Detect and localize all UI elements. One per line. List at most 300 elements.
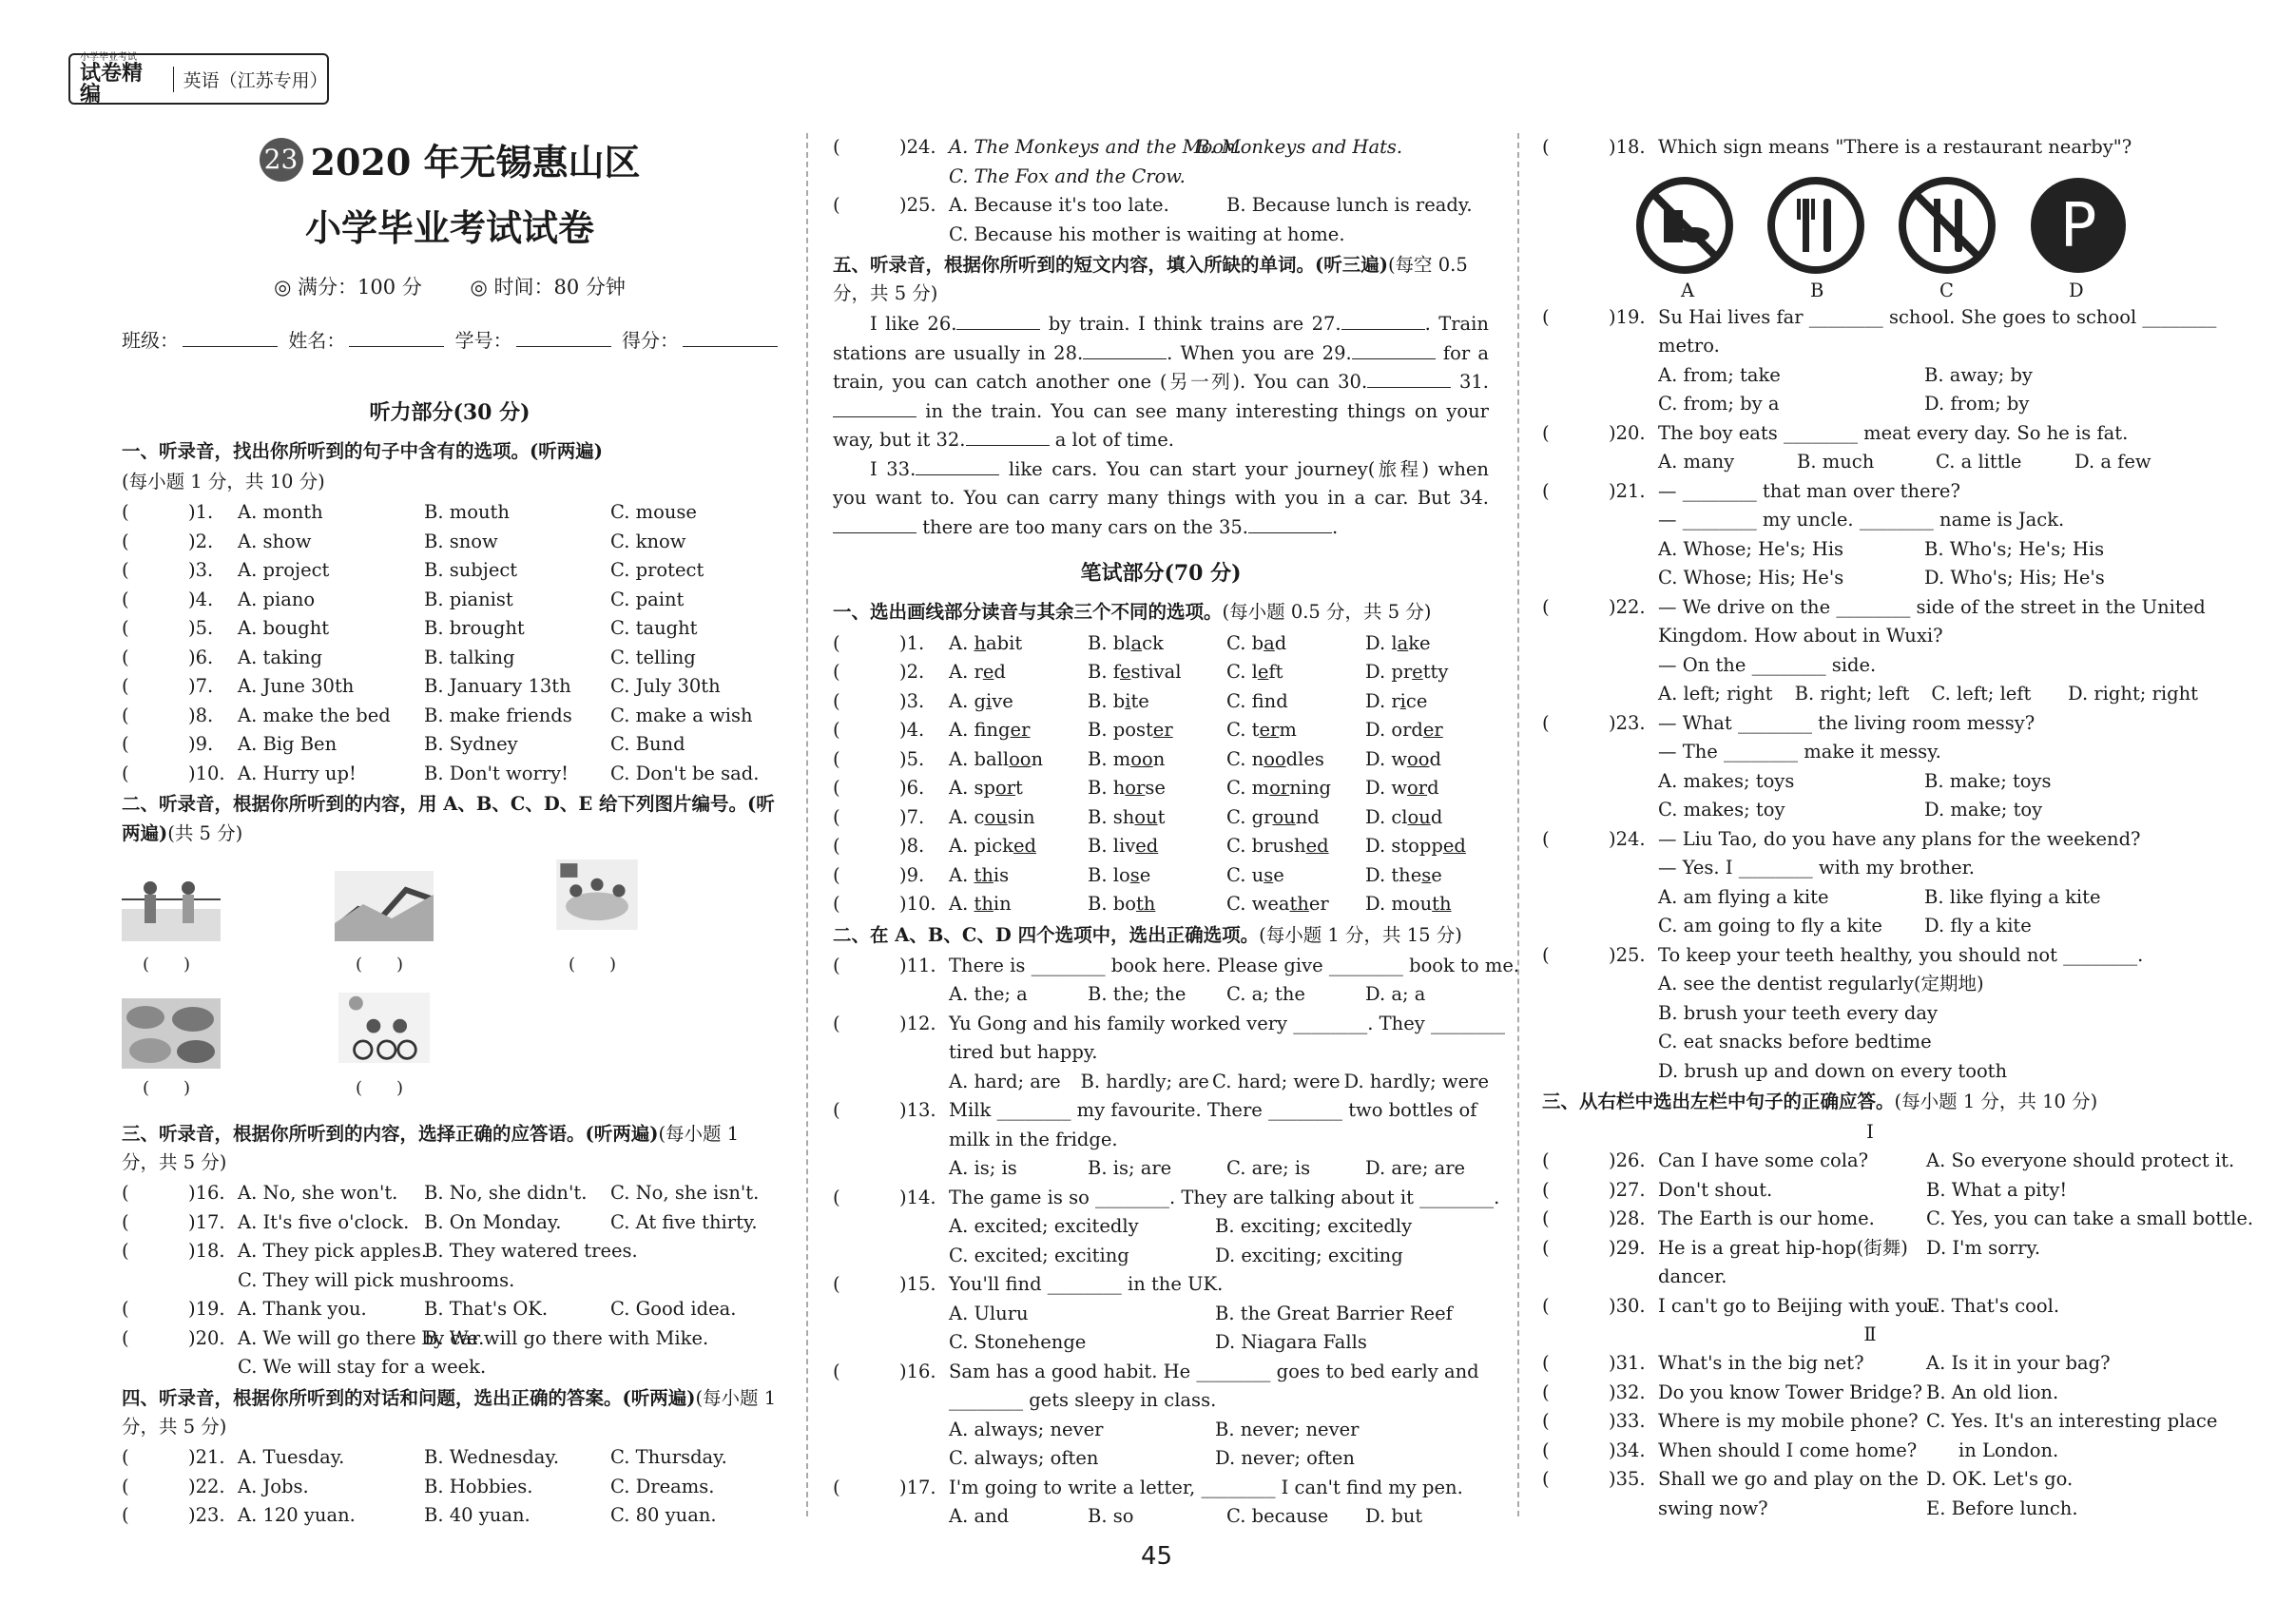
option: B. talking xyxy=(424,646,515,668)
answer-blank[interactable]: ( xyxy=(1542,827,1587,850)
options xyxy=(833,1242,1489,1271)
section-note: (每小题 1 分，共 10 分) xyxy=(122,471,325,493)
answer-blank[interactable]: ( xyxy=(833,805,878,828)
picture-answer-blank[interactable]: ( ) xyxy=(356,954,404,975)
question-number: )7. xyxy=(188,675,214,698)
student-id-field[interactable]: 学号： xyxy=(455,325,611,353)
question-text: There is ________ book here. Please give ________ book to me. xyxy=(949,954,1520,976)
fill-blank[interactable] xyxy=(966,445,1050,446)
question-24: ( )24. A. The Monkeys and the Moon. B. Monkeys and Hats. xyxy=(833,136,1403,158)
question-row xyxy=(833,890,1489,919)
answer-blank[interactable]: ( xyxy=(1542,1352,1587,1375)
option: B. horse xyxy=(1088,777,1166,800)
option: C. Stonehenge xyxy=(949,1331,1087,1354)
name-field[interactable]: 姓名： xyxy=(288,325,444,353)
option: B. mouth xyxy=(424,501,510,524)
option: A. cousin xyxy=(949,805,1035,828)
option: C. No, she isn't. xyxy=(610,1182,760,1205)
option: D. but xyxy=(1365,1505,1423,1528)
answer-blank[interactable]: ( xyxy=(833,1273,878,1296)
picture-answer-blank[interactable]: ( ) xyxy=(569,954,617,975)
right-response: E. Before lunch. xyxy=(1926,1496,2078,1519)
question-number: )21. xyxy=(188,1446,225,1469)
question-row xyxy=(122,730,778,760)
option: A. and xyxy=(949,1505,1010,1528)
question-25: ( )25. A. Because it's too late. B. Because lunch is ready. xyxy=(833,194,1473,216)
option: B. right; left xyxy=(1794,683,1910,705)
answer-blank[interactable]: ( xyxy=(1542,421,1587,444)
question-text: milk in the fridge. xyxy=(949,1128,1118,1150)
column-1 xyxy=(122,133,778,1531)
matching-row xyxy=(1542,1495,2198,1524)
option: D. rice xyxy=(1365,689,1428,712)
passage-paragraph xyxy=(833,310,1489,455)
option: B. That's OK. xyxy=(424,1298,549,1321)
left-sentence: Where is my mobile phone? xyxy=(1658,1410,1919,1433)
option: C. are; is xyxy=(1226,1157,1311,1180)
option: B. 40 yuan. xyxy=(424,1504,531,1527)
fill-blank[interactable] xyxy=(916,474,999,475)
matching-row xyxy=(1542,1465,2198,1495)
answer-blank[interactable]: ( xyxy=(833,1186,878,1208)
answer-blank[interactable]: ( xyxy=(833,777,878,800)
option: B. festival xyxy=(1088,661,1182,684)
fill-blank[interactable] xyxy=(1083,358,1167,359)
right-response: D. I'm sorry. xyxy=(1926,1236,2041,1259)
right-response: B. What a pity! xyxy=(1926,1178,2068,1201)
written-part-title: 笔试部分(70 分) xyxy=(1080,561,1242,587)
answer-blank[interactable]: ( xyxy=(122,646,166,668)
answer-blank[interactable]: ( xyxy=(1542,1410,1587,1433)
question-row xyxy=(833,629,1489,659)
option: A. balloon xyxy=(949,747,1044,770)
option: A. habit xyxy=(949,631,1023,654)
option: C. taught xyxy=(610,617,698,640)
answer-blank[interactable]: ( xyxy=(122,530,166,552)
question-text: Su Hai lives far ________ school. She goes to school ________ xyxy=(1658,305,2217,328)
fill-blank[interactable] xyxy=(956,329,1040,330)
answer-blank[interactable]: ( xyxy=(1542,1236,1587,1259)
option: A. finger xyxy=(949,719,1031,742)
option: B. exciting; excitedly xyxy=(1215,1215,1413,1238)
option: C. eat snacks before bedtime xyxy=(1658,1031,1932,1052)
option: D. lake xyxy=(1365,631,1431,654)
question-number: )25. xyxy=(1609,943,1646,966)
left-sentence: I can't go to Beijing with you. xyxy=(1658,1294,1936,1317)
option: A. always; never xyxy=(949,1418,1104,1440)
passage-text: in the train. You can see many interesting things on your way, but it 32. xyxy=(833,399,1489,452)
option: B. Wednesday. xyxy=(424,1446,560,1469)
question-number: )1. xyxy=(899,631,925,654)
matching-row xyxy=(1542,1147,2235,1176)
picture-answer-blank[interactable]: ( ) xyxy=(143,1077,191,1098)
option: D. stopped xyxy=(1365,835,1466,858)
option: D. word xyxy=(1365,777,1439,800)
question-row xyxy=(833,952,1520,981)
option: D. right; right xyxy=(2068,683,2198,705)
left-sentence: When should I come home? xyxy=(1658,1439,1918,1461)
option: C. left xyxy=(1226,661,1283,684)
question-number: )13. xyxy=(899,1099,936,1122)
question-number: )3. xyxy=(188,559,214,582)
answer-blank[interactable]: ( xyxy=(1542,1381,1587,1403)
option: A. give xyxy=(949,689,1013,712)
option: C. Bund xyxy=(610,733,685,756)
option: D. are; are xyxy=(1365,1157,1466,1180)
subject-label: 英语（江苏专用） xyxy=(173,67,327,92)
answer-blank[interactable]: ( xyxy=(833,863,878,886)
option: C. know xyxy=(610,530,686,552)
answer-blank[interactable]: ( xyxy=(1542,1149,1587,1172)
option: C. We will stay for a week. xyxy=(238,1356,487,1379)
option: A. excited; excitedly xyxy=(949,1215,1139,1238)
option: B. moon xyxy=(1088,747,1166,770)
question-number: )19. xyxy=(188,1298,225,1321)
answer-blank[interactable]: ( xyxy=(122,762,166,784)
page-number: 45 xyxy=(1141,1542,1173,1571)
option: B. make friends xyxy=(424,704,572,726)
answer-blank[interactable]: ( xyxy=(833,1476,878,1498)
option: A. this xyxy=(949,863,1010,886)
answer-blank[interactable]: ( xyxy=(122,675,166,698)
question-row xyxy=(122,702,778,731)
answer-blank[interactable]: ( xyxy=(122,588,166,610)
right-response: B. An old lion. xyxy=(1926,1381,2059,1403)
options xyxy=(833,1300,1489,1329)
section-title: 三、听录音，根据你所听到的内容，选择正确的应答语。(听两遍)(每小题 1 分，共 5 分) xyxy=(122,1122,740,1174)
answer-blank[interactable]: ( xyxy=(833,835,878,858)
answer-blank[interactable]: ( xyxy=(1542,1294,1587,1317)
option: C. July 30th xyxy=(610,675,721,698)
option: B. the; the xyxy=(1088,983,1187,1006)
option: D. mouth xyxy=(1365,893,1452,916)
question-row xyxy=(122,556,778,586)
question-number: )12. xyxy=(899,1012,936,1034)
option: B. snow xyxy=(424,530,498,552)
options xyxy=(833,1154,1489,1184)
answer-blank[interactable]: ( xyxy=(833,1360,878,1382)
question-number: )4. xyxy=(899,719,925,742)
right-response: C. Yes. It's an interesting place xyxy=(1926,1410,2218,1433)
option: B. poster xyxy=(1088,719,1173,742)
option: D. hardly; were xyxy=(1343,1070,1489,1092)
option: A. month xyxy=(238,501,323,524)
question-text: — What ________ the living room messy? xyxy=(1658,711,2036,734)
fill-blank[interactable] xyxy=(1341,329,1425,330)
answer-blank[interactable]: ( xyxy=(833,631,878,654)
answer-blank xyxy=(1542,1495,1609,1524)
option: C. a little xyxy=(1936,451,2022,473)
option: B. both xyxy=(1088,893,1156,916)
question-row xyxy=(1542,477,2198,507)
answer-blank[interactable]: ( xyxy=(122,1182,166,1205)
answer-blank[interactable]: ( xyxy=(122,1298,166,1321)
question-text: Milk ________ my favourite. There ________ two bottles of xyxy=(949,1099,1477,1122)
option: C. makes; toy xyxy=(1658,799,1785,821)
question-text: — We drive on the ________ side of the street in the United xyxy=(1658,595,2206,618)
passage-text: a lot of time. xyxy=(1049,429,1174,452)
question-number: )29. xyxy=(1609,1236,1646,1259)
question-row xyxy=(833,745,1489,775)
series-badge xyxy=(68,53,329,105)
exam-meta: ◎ 满分：100 分 ◎ 时间：80 分钟 xyxy=(274,276,626,299)
option: C. morning xyxy=(1226,777,1332,800)
left-sentence: What's in the big net? xyxy=(1658,1352,1864,1375)
question-number: )28. xyxy=(1609,1207,1646,1230)
answer-blank[interactable]: ( xyxy=(1542,943,1587,966)
matching-row xyxy=(1542,1234,2198,1264)
series-name: 小学毕业考试 试卷精编 xyxy=(80,52,144,106)
no-fast-food-sign-icon xyxy=(1635,176,1734,275)
question-text: — Liu Tao, do you have any plans for the weekend? xyxy=(1658,827,2141,850)
question-row xyxy=(122,1237,778,1266)
option: D. fly a kite xyxy=(1924,915,2032,937)
option: C. left; left xyxy=(1931,683,2032,705)
option: C. brushed xyxy=(1226,835,1329,858)
fill-blank[interactable] xyxy=(833,416,916,417)
question-row xyxy=(122,528,778,557)
right-response: D. OK. Let's go. xyxy=(1926,1468,2074,1491)
fill-blank[interactable] xyxy=(833,532,916,533)
answer-blank[interactable]: ( xyxy=(1542,1178,1587,1201)
question-row xyxy=(122,1208,778,1238)
question-row xyxy=(122,498,778,528)
option: D. wood xyxy=(1365,747,1441,770)
picture-food-dishes xyxy=(122,998,221,1069)
answer-blank[interactable]: ( xyxy=(833,661,878,684)
answer-blank[interactable]: ( xyxy=(833,689,878,712)
question-number: )1. xyxy=(188,501,214,524)
question-number: )18. xyxy=(188,1240,225,1263)
section-title: 二、听录音，根据你所听到的内容，用 A、B、C、D、E 给下列图片编号。(听两遍)(共 5 分) xyxy=(122,793,775,844)
left-sentence: Can I have some cola? xyxy=(1658,1149,1869,1172)
answer-blank[interactable]: ( xyxy=(122,501,166,524)
left-sentence: The Earth is our home. xyxy=(1658,1207,1875,1230)
question-row xyxy=(122,644,778,673)
option: B. We will go there with Mike. xyxy=(424,1326,709,1349)
option: A. We will go there by car. xyxy=(238,1326,485,1349)
answer-blank[interactable]: ( xyxy=(122,1326,166,1349)
options xyxy=(833,1212,1489,1242)
parking-sign-icon xyxy=(2029,176,2128,275)
answer-blank[interactable]: ( xyxy=(833,1099,878,1122)
class-field[interactable]: 班级： xyxy=(122,325,278,353)
option: A. Uluru xyxy=(949,1302,1029,1324)
question-number: )34. xyxy=(1609,1439,1646,1461)
picture-family-dinner xyxy=(548,859,646,930)
picture-answer-blank[interactable]: ( ) xyxy=(356,1077,404,1098)
question-text: I'm going to write a letter, ________ I can't find my pen. xyxy=(949,1476,1463,1498)
answer-blank[interactable]: ( xyxy=(1542,595,1587,618)
column-3 xyxy=(1542,133,2254,1523)
options xyxy=(833,1328,1489,1358)
option: C. a; the xyxy=(1226,983,1305,1006)
question-number xyxy=(1609,1495,1658,1524)
answer-blank[interactable]: ( xyxy=(1542,479,1587,502)
options xyxy=(1542,564,2198,593)
options xyxy=(833,1068,1489,1097)
answer-blank[interactable]: ( xyxy=(833,954,878,976)
section-title: 四、听录音，根据你所听到的对话和问题，选出正确的答案。(听两遍)(每小题 1 分，共 5 分) xyxy=(122,1386,777,1439)
fill-blank[interactable] xyxy=(1248,532,1332,533)
options xyxy=(1542,680,2198,709)
question-row xyxy=(122,1443,778,1473)
option: B. much xyxy=(1797,451,1875,473)
question-number: )6. xyxy=(188,646,214,668)
question-number: )22. xyxy=(188,1475,225,1497)
sign-options xyxy=(1542,176,2198,275)
question-row xyxy=(833,1270,1489,1300)
question-number: )15. xyxy=(899,1273,936,1296)
options xyxy=(1542,767,2198,797)
answer-blank[interactable]: ( xyxy=(122,1210,166,1233)
question-number: )5. xyxy=(899,747,925,770)
question-row xyxy=(122,1324,778,1354)
option: D. exciting; exciting xyxy=(1215,1244,1403,1266)
question-row xyxy=(1542,941,2198,971)
question-row xyxy=(833,716,1489,745)
question-row xyxy=(833,1096,1489,1126)
answer-blank[interactable]: ( xyxy=(122,704,166,726)
column-divider xyxy=(806,133,808,1516)
option: C. They will pick mushrooms. xyxy=(238,1268,515,1291)
question-number: )35. xyxy=(1609,1468,1646,1491)
answer-blank[interactable]: ( xyxy=(1542,305,1587,328)
question-row xyxy=(1542,303,2217,333)
answer-blank[interactable]: ( xyxy=(1542,1439,1587,1461)
option: A. makes; toys xyxy=(1658,769,1795,792)
answer-blank[interactable]: ( xyxy=(122,559,166,582)
question-number: )9. xyxy=(899,863,925,886)
left-sentence: Shall we go and play on the xyxy=(1658,1468,1919,1491)
exam-number: 23 xyxy=(260,138,303,182)
question-number: )4. xyxy=(188,588,214,610)
fill-blank[interactable] xyxy=(1352,358,1436,359)
answer-blank[interactable]: ( xyxy=(1542,1207,1587,1230)
passage-text: . xyxy=(1332,515,1339,538)
question-text: metro. xyxy=(1658,335,1720,357)
passage-text: there are too many cars on the 35. xyxy=(916,515,1249,538)
option: C. Don't be sad. xyxy=(610,762,760,784)
left-sentence: Do you know Tower Bridge? xyxy=(1658,1381,1922,1403)
option: D. never; often xyxy=(1215,1447,1355,1470)
question-row xyxy=(833,774,1489,803)
question-text: — Yes. I ________ with my brother. xyxy=(1658,857,1976,879)
option: A. left; right xyxy=(1658,683,1773,705)
score-field[interactable]: 得分： xyxy=(622,325,778,353)
answer-blank[interactable]: ( xyxy=(833,1012,878,1034)
right-response: A. Is it in your bag? xyxy=(1926,1352,2111,1375)
option: B. away; by xyxy=(1924,363,2033,386)
question-row xyxy=(1542,709,2198,739)
question-number: )21. xyxy=(1609,479,1646,502)
answer-blank[interactable]: ( xyxy=(122,617,166,640)
picture-people-talking xyxy=(122,871,221,941)
question-number: )23. xyxy=(1609,711,1646,734)
option: A. thin xyxy=(949,893,1012,916)
question-row xyxy=(122,1501,778,1531)
options xyxy=(833,1416,1489,1445)
option: D. from; by xyxy=(1924,393,2030,415)
option: C. protect xyxy=(610,559,704,582)
option: C. Whose; His; He's xyxy=(1658,567,1844,589)
option: A. Jobs. xyxy=(238,1475,309,1497)
question-number: )17. xyxy=(899,1476,936,1498)
section-title: 五、听录音，根据你所听到的短文内容，填入所缺的单词。(听三遍)(每空 0.5 分，共 5 分) xyxy=(833,254,1468,305)
question-row xyxy=(122,586,778,615)
question-row xyxy=(1542,825,2198,855)
answer-blank[interactable]: ( xyxy=(122,1446,166,1469)
option: A. Hurry up! xyxy=(238,762,357,784)
option: A. Whose; He's; His xyxy=(1658,537,1844,560)
answer-blank[interactable]: ( xyxy=(122,1475,166,1497)
section-title: 二、在 A、B、C、D 四个选项中，选出正确选项。(每小题 1 分，共 15 分) xyxy=(833,923,1462,946)
fill-blank[interactable] xyxy=(1367,387,1451,388)
matching-row xyxy=(1542,1349,2198,1379)
option: C. term xyxy=(1226,719,1297,742)
option: C. At five thirty. xyxy=(610,1210,758,1233)
answer-blank[interactable]: ( xyxy=(833,893,878,916)
question-row xyxy=(833,1010,1505,1039)
question-row xyxy=(833,687,1489,717)
matching-row xyxy=(1542,1407,2218,1437)
question-number: )9. xyxy=(188,733,214,756)
option: A. the; a xyxy=(949,983,1028,1006)
option: C. bad xyxy=(1226,631,1287,654)
option: C. noodles xyxy=(1226,747,1324,770)
matching-row xyxy=(1542,1176,2198,1206)
question-row xyxy=(1542,419,2198,449)
option: A. sport xyxy=(949,777,1023,800)
answer-blank[interactable]: ( xyxy=(122,1240,166,1263)
svg-text:P: P xyxy=(2059,190,2097,261)
picture-set xyxy=(122,859,778,1116)
question-row xyxy=(122,1295,778,1324)
option: B. brush your teeth every day xyxy=(1658,1001,1938,1024)
answer-blank[interactable]: ( xyxy=(122,733,166,756)
question-number: )19. xyxy=(1609,305,1646,328)
picture-answer-blank[interactable]: ( ) xyxy=(143,954,191,975)
option: B. January 13th xyxy=(424,675,571,698)
option: C. telling xyxy=(610,646,696,668)
option: C. mouse xyxy=(610,501,697,524)
exam-title: 23 2020 年无锡惠山区 小学毕业考试试卷 xyxy=(122,133,778,251)
option: C. ground xyxy=(1226,805,1320,828)
matching-row xyxy=(1542,1437,2198,1466)
option: B. Don't worry! xyxy=(424,762,569,784)
question-number: )7. xyxy=(899,805,925,828)
section-title: 一、选出画线部分读音与其余三个不同的选项。(每小题 0.5 分，共 5 分) xyxy=(833,601,1432,624)
option: B. pianist xyxy=(424,588,513,610)
question-row xyxy=(833,658,1489,687)
question-number: )5. xyxy=(188,617,214,640)
question-number: )8. xyxy=(899,835,925,858)
question-row xyxy=(122,614,778,644)
option: D. pretty xyxy=(1365,661,1449,684)
answer-blank[interactable]: ( xyxy=(1542,1468,1587,1491)
answer-blank[interactable]: ( xyxy=(1542,711,1587,734)
answer-blank[interactable]: ( xyxy=(833,719,878,742)
answer-blank[interactable]: ( xyxy=(833,747,878,770)
sign-labels: A B C D xyxy=(1681,279,2084,301)
option: B. never; never xyxy=(1215,1418,1360,1440)
question-text: To keep your teeth healthy, you should not ________. xyxy=(1658,943,2144,966)
option: D. a; a xyxy=(1365,983,1426,1006)
answer-blank[interactable]: ( xyxy=(122,1504,166,1527)
option: A. make the bed xyxy=(238,704,391,726)
right-response: C. Yes, you can take a small bottle. xyxy=(1926,1207,2254,1230)
options xyxy=(1542,390,2198,419)
